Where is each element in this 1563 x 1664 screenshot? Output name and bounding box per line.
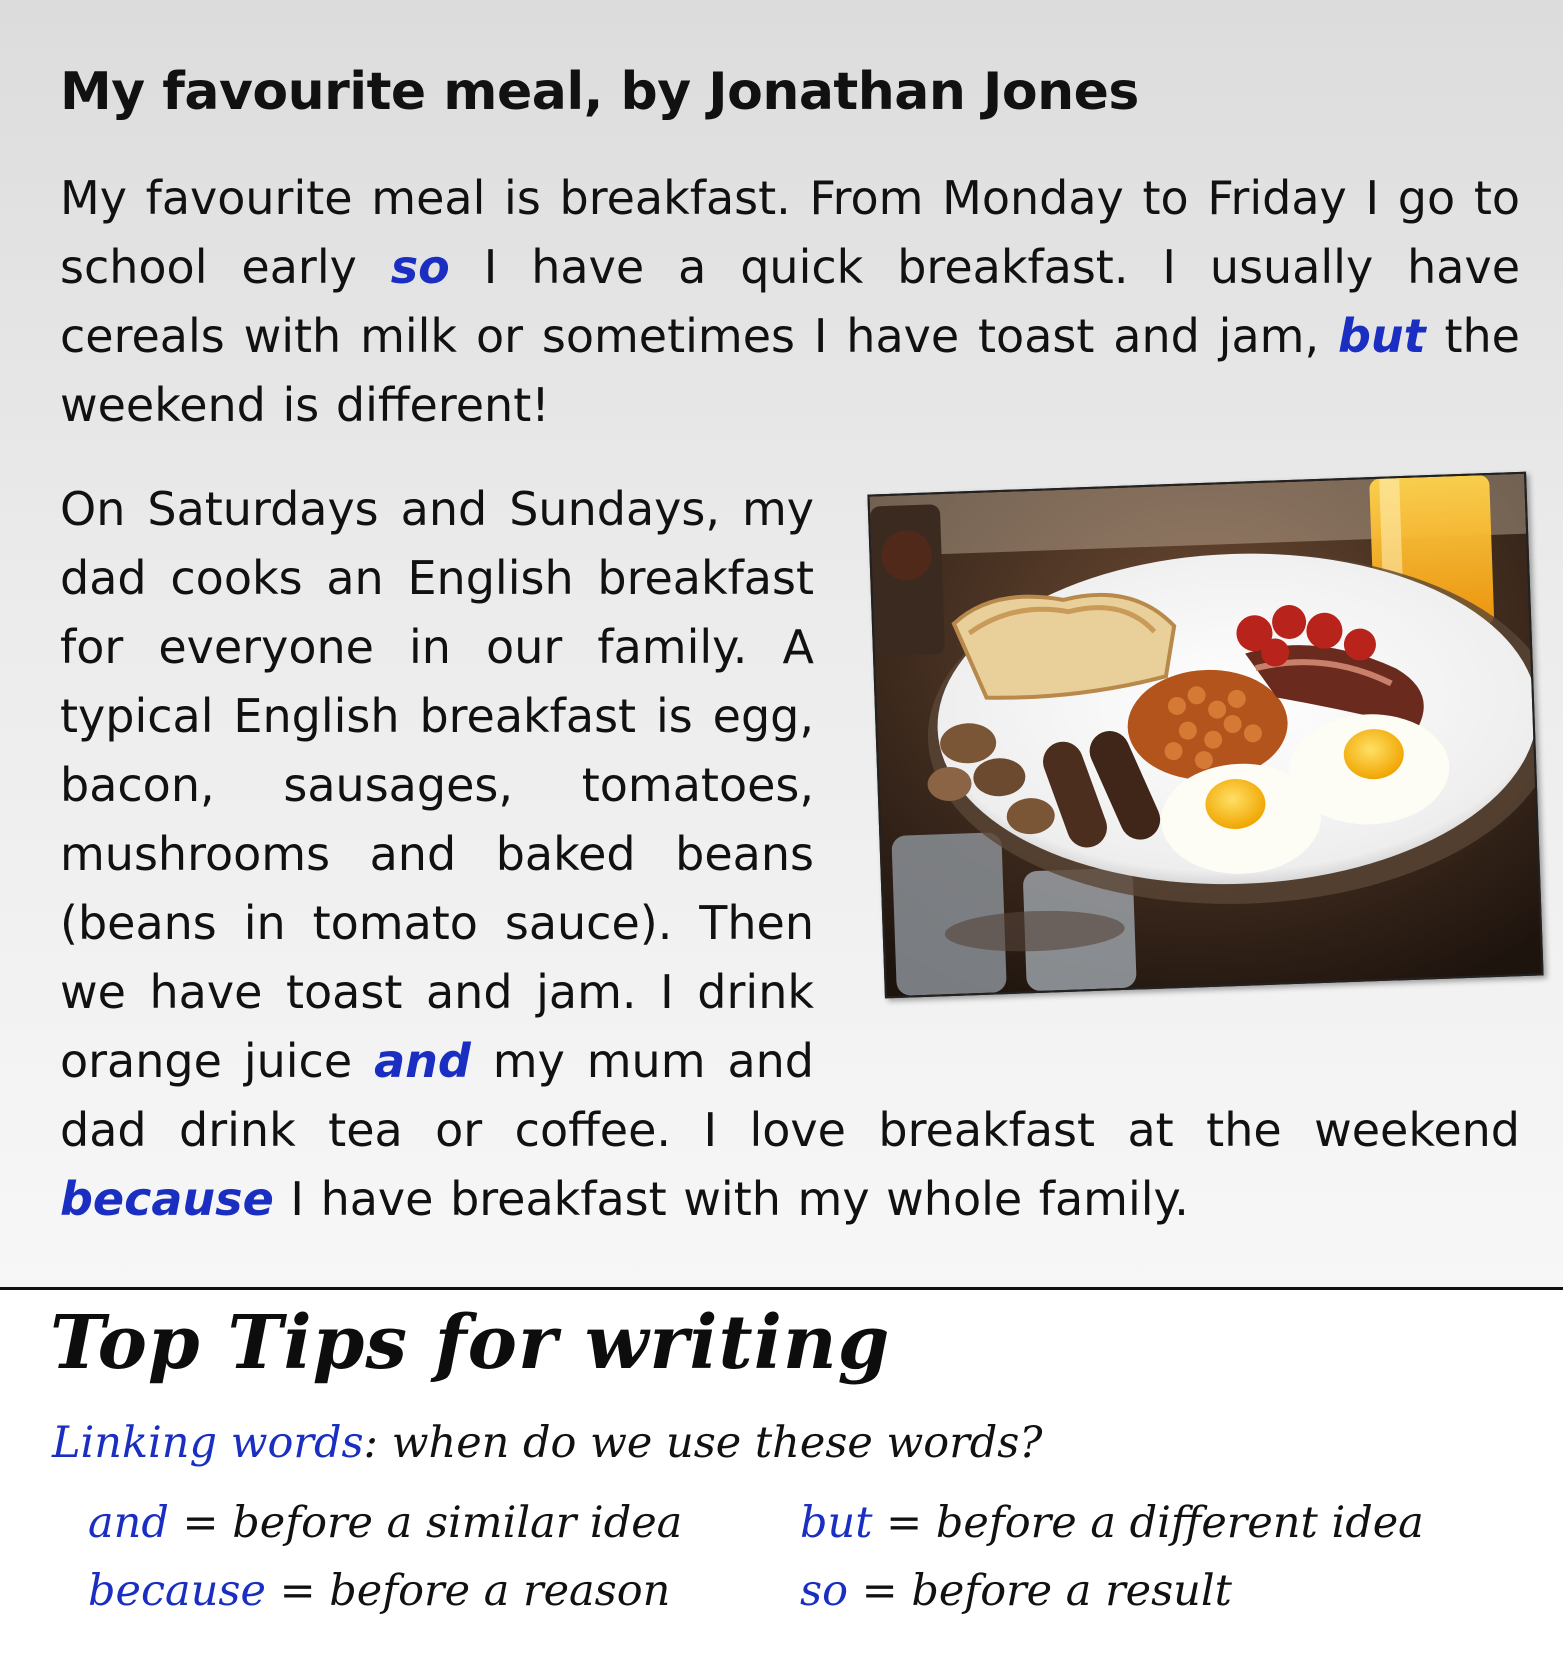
tips-title: Top Tips for writing: [50, 1300, 891, 1386]
breakfast-plate-illustration: [869, 474, 1541, 997]
tip-because: [88, 1566, 670, 1616]
tip-so: [800, 1566, 1232, 1616]
linking-words-question-text: : when do we use these words?: [363, 1418, 1043, 1468]
linking-words-question: [52, 1418, 1042, 1468]
linking-word-because: because: [60, 1172, 274, 1226]
paragraph-text: On Saturdays and Sundays, my dad cooks an English breakfast for everyone in our family. A typical English breakfast is egg, bacon, sausages, tomatoes, mushrooms and baked beans (beans in tomato sauce). Then we have toast and jam. I drink orange juice: [60, 482, 814, 1088]
english-breakfast-photo: [867, 472, 1543, 999]
tip-and: [88, 1498, 682, 1548]
paragraph-text: my mum and dad drink tea or coffee. I love breakfast at the weekend: [60, 1034, 1520, 1157]
tip-word: because: [88, 1566, 266, 1616]
photo-container: [836, 475, 1558, 1030]
tip-meaning: = before a different idea: [872, 1498, 1424, 1548]
paragraph-text: My favourite meal is breakfast. From Monday to Friday I go to school early: [60, 171, 1520, 294]
linking-word-so: so: [390, 240, 450, 294]
tip-meaning: = before a similar idea: [168, 1498, 683, 1548]
tip-but: [800, 1498, 1424, 1548]
tip-word: but: [800, 1498, 873, 1548]
linking-word-and: and: [374, 1034, 471, 1088]
linking-words-label: Linking words: [52, 1418, 364, 1468]
tip-word: and: [88, 1498, 169, 1548]
tip-meaning: = before a reason: [265, 1566, 671, 1616]
paragraph-weekday: [60, 164, 1520, 440]
tip-word: so: [800, 1566, 848, 1616]
paragraph-text: I have a quick breakfast. I usually have cereals with milk or sometimes I have toast and jam,: [60, 240, 1520, 363]
paragraph-text: I have breakfast with my whole family.: [273, 1172, 1189, 1226]
linking-word-but: but: [1337, 309, 1426, 363]
section-divider: [0, 1287, 1563, 1290]
paragraph-weekend: [60, 475, 1520, 1234]
paragraph-text: the weekend is different!: [60, 309, 1520, 432]
tip-meaning: = before a result: [847, 1566, 1232, 1616]
article-title: My favourite meal, by Jonathan Jones: [60, 62, 1139, 122]
